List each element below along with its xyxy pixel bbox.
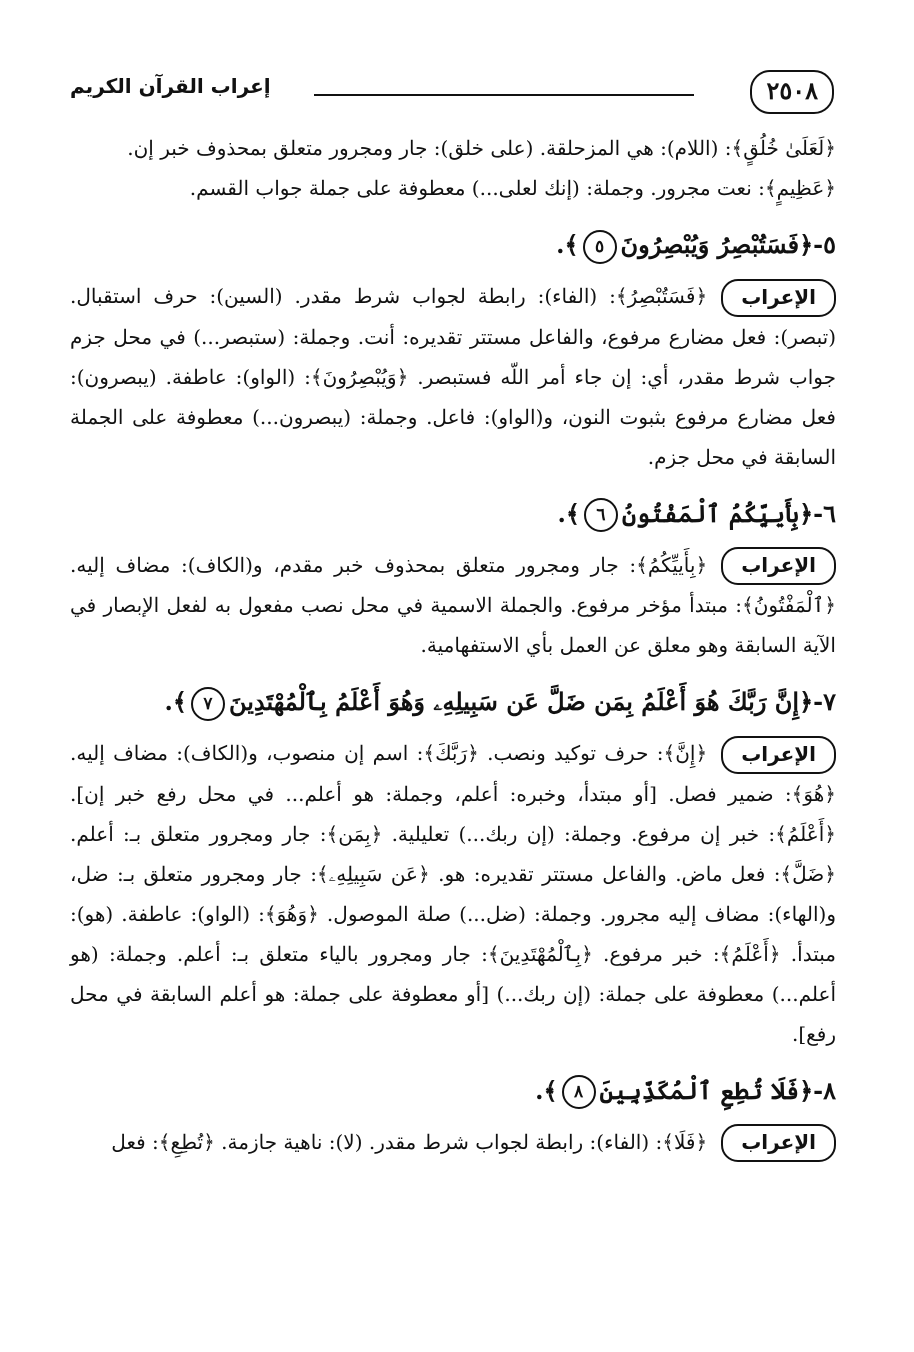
irab-badge: الإعراب — [721, 1124, 836, 1162]
verse-text: ﴿إِنَّ رَبَّكَ هُوَ أَعْلَمُ بِمَن ضَلَّ عَن سَبِيلِهِۦ وَهُوَ أَعْلَمُ بِٱلْمُهْتَدِينَ — [228, 687, 814, 716]
irab-paragraph — [70, 276, 836, 477]
book-title: إعراب القرآن الكريم — [70, 74, 271, 98]
verse-close: ﴾. — [535, 1075, 558, 1105]
page-header — [70, 70, 834, 114]
verse-text: ﴿فَسَتُبْصِرُ وَيُبْصِرُونَ — [620, 230, 814, 259]
verse-heading: ٨-﴿فَلَا تُطِعِ ٱلْمُكَذِّبِينَ٨﴾. — [70, 1068, 836, 1114]
text-paragraph: ﴿لَعَلَىٰ خُلُقٍ﴾: (اللام): هي المزحلقة. (على خلق): جار ومجرور متعلق بمحذوف خبر إن. — [127, 136, 836, 160]
irab-badge: الإعراب — [721, 547, 836, 585]
ayah-end-mark: ٥ — [583, 230, 617, 264]
verse-close: ﴾. — [164, 687, 187, 716]
irab-text: ﴿بِأَييِّكُمُ﴾: جار ومجرور متعلق بمحذوف خبر مقدم، و(الكاف): مضاف إليه. ﴿ٱلْمَفْتُونُ﴾: مبتدأ مؤخر مرفوع. والجملة الاسمية في محل نصب مفعول به لفعل الإبصار في الآية السابقة وهو معلق عن العمل بأي الاستفهامية. — [70, 552, 836, 657]
irab-paragraph — [70, 1122, 836, 1163]
verse-number: ٨ — [823, 1075, 836, 1105]
verse-text: ﴿فَلَا تُطِعِ ٱلْمُكَذِّبِينَ — [599, 1075, 814, 1105]
verse-number: ٥ — [823, 230, 836, 259]
text-paragraph: ﴿عَظِيمٍ﴾: نعت مجرور. وجملة: (إنك لعلى...) معطوفة على جملة جواب القسم. — [189, 176, 836, 200]
verse-heading: ٥-﴿فَسَتُبْصِرُ وَيُبْصِرُونَ٥﴾. — [70, 222, 836, 268]
irab-paragraph — [70, 733, 836, 1054]
page-number: ٢٥٠٨ — [750, 70, 834, 114]
ayah-end-mark: ٧ — [191, 687, 225, 721]
verse-heading: ٦-﴿بِأَييِّكُمُ ٱلْمَفْتُونُ٦﴾. — [70, 491, 836, 537]
verse-heading: ٧-﴿إِنَّ رَبَّكَ هُوَ أَعْلَمُ بِمَن ضَلَّ عَن سَبِيلِهِۦ وَهُوَ أَعْلَمُ بِٱلْمُهْتَدِينَ٧﴾. — [70, 679, 836, 725]
irab-text: ﴿فَسَتُبْصِرُ﴾: (الفاء): رابطة لجواب شرط مقدر. (السين): حرف استقبال. (تبصر): فعل مضارع مرفوع، والفاعل مستتر تقديره: أنت. وجملة: (ستبصر...) في محل جزم جواب شرط مقدر، أي: إن جاء أمر اللّه فستبصر. ﴿وَيُبْصِرُونَ﴾: (الواو): عاطفة. (يبصرون): فعل مضارع مرفوع بثبوت النون، و(الواو): فاعل. وجملة: (يبصرون...) معطوفة على الجملة السابقة في محل جزم. — [70, 284, 836, 469]
irab-paragraph — [70, 545, 836, 666]
verse-close: ﴾. — [557, 498, 580, 528]
page-body — [70, 128, 836, 1162]
irab-text: ﴿إِنَّ﴾: حرف توكيد ونصب. ﴿رَبَّكَ﴾: اسم إن منصوب، و(الكاف): مضاف إليه. ﴿هُوَ﴾: ضمير فصل. [أو مبتدأ، وخبره: أعلم، وجملة: هو أعلم... في محل رفع خبر إن]. ﴿أَعْلَمُ﴾: خبر إن مرفوع. وجملة: (إن ربك...) تعليلية. ﴿بِمَن﴾: جار ومجرور متعلق بـ: أعلم. ﴿ضَلَّ﴾: فعل ماض. والفاعل مستتر تقديره: هو. ﴿عَن سَبِيلِهِۦ﴾: جار ومجرور متعلق بـ: ضل، و(الهاء): مضاف إليه مجرور. وجملة: (ضل...) صلة الموصول. ﴿وَهُوَ﴾: (الواو): عاطفة. (هو): مبتدأ. ﴿أَعْلَمُ﴾: خبر مرفوع. ﴿بِٱلْمُهْتَدِينَ﴾: جار ومجرور بالياء متعلق بـ: أعلم. وجملة: (هو أعلم...) معطوفة على جملة: (إن ربك...) [أو معطوفة على جملة: هو أعلم السابقة في محل رفع]. — [70, 741, 836, 1046]
verse-text: ﴿بِأَييِّكُمُ ٱلْمَفْتُونُ — [621, 498, 814, 528]
ayah-end-mark: ٦ — [584, 498, 618, 532]
verse-number: ٦ — [823, 498, 836, 528]
irab-badge: الإعراب — [721, 736, 836, 774]
irab-text: ﴿فَلَا﴾: (الفاء): رابطة لجواب شرط مقدر. (لا): ناهية جازمة. ﴿تُطِعِ﴾: فعل — [111, 1129, 708, 1154]
verse-close: ﴾. — [556, 230, 579, 259]
header-rule — [314, 94, 694, 96]
irab-badge: الإعراب — [721, 279, 836, 317]
verse-number: ٧ — [823, 687, 836, 716]
ayah-end-mark: ٨ — [562, 1075, 596, 1109]
